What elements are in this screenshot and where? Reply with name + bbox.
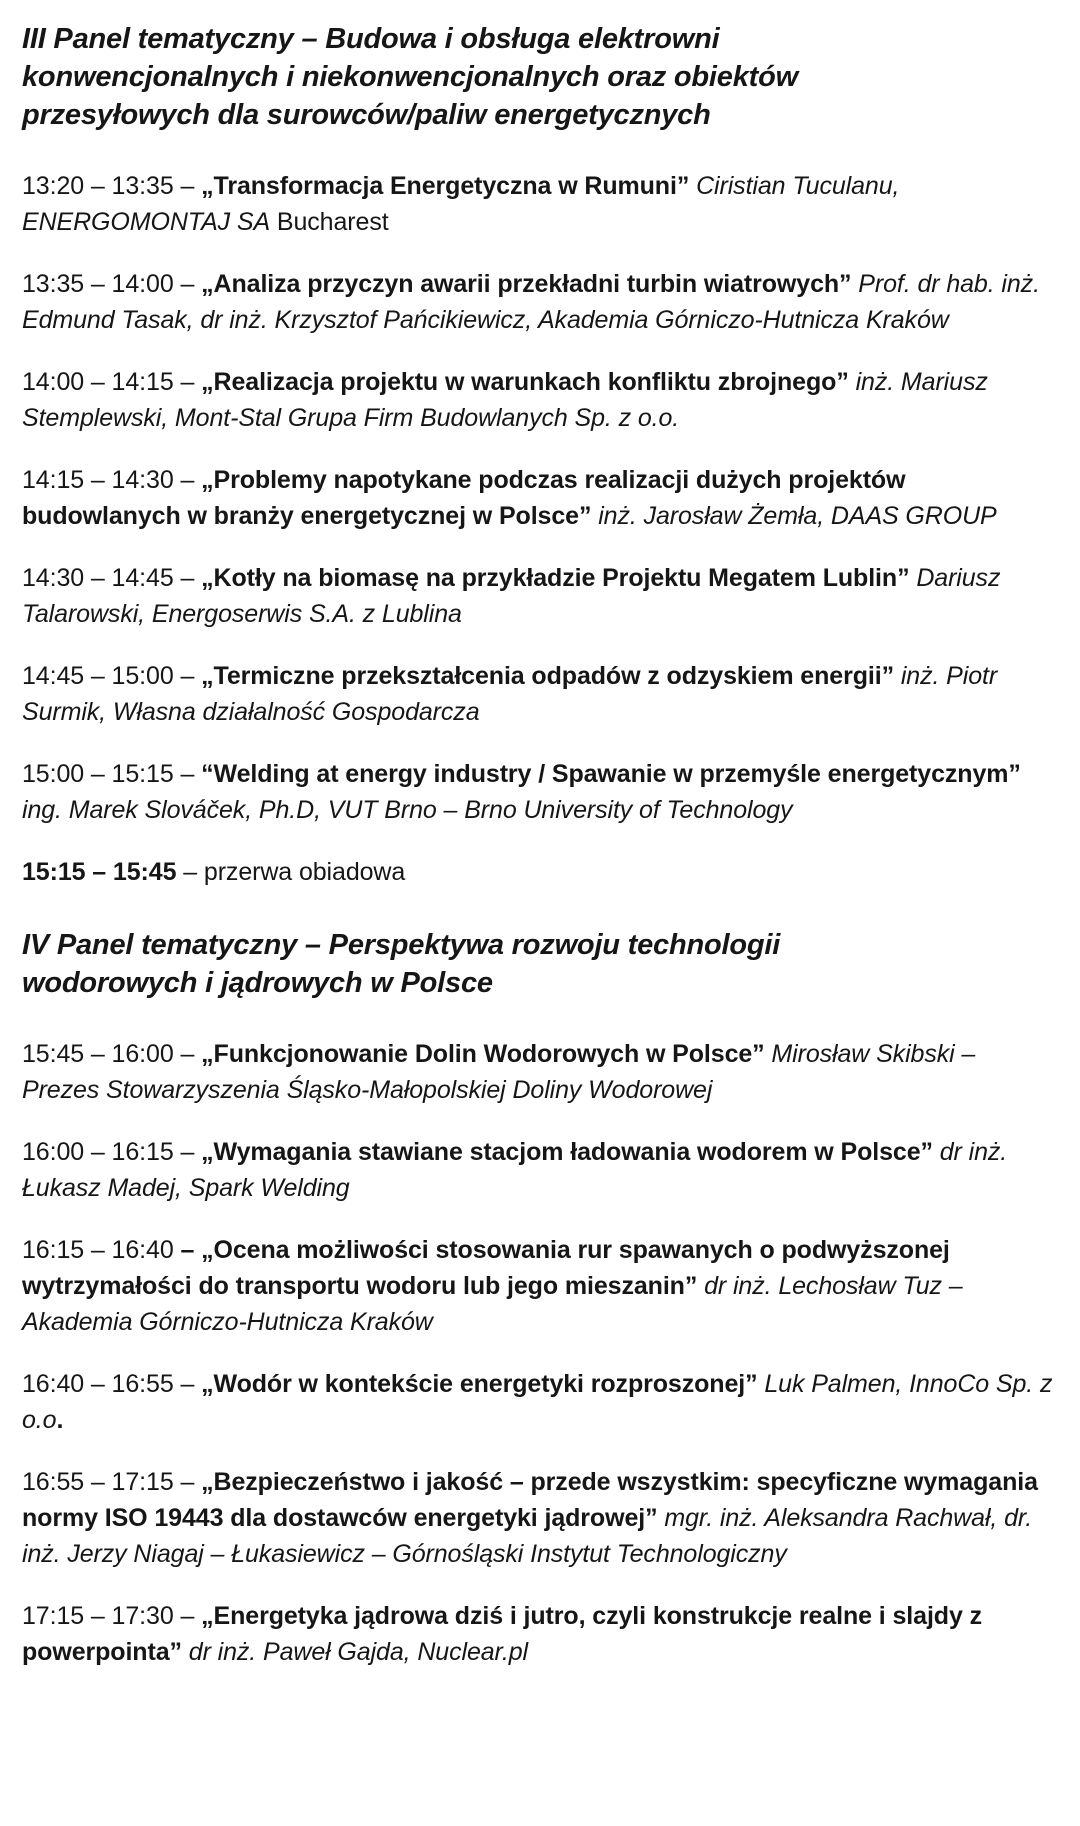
panel-title: III Panel tematyczny – Budowa i obsługa elektrowni konwencjonalnych i niekonwencjonalnych oraz obiektów przesyłowych dla surowców/paliw energetycznych: [22, 23, 798, 131]
session-speaker: mgr. inż. Aleksandra Rachwał, dr. inż. Jerzy Niagaj – Łukasiewicz – Górnośląski Instytut Technologiczny: [22, 1504, 1033, 1568]
session-speaker: dr inż. Lechosław Tuz – Akademia Górniczo-Hutnicza Kraków: [22, 1272, 963, 1336]
session-speaker: Mirosław Skibski – Prezes Stowarzyszenia Śląsko-Małopolskiej Doliny Wodorowej: [22, 1040, 976, 1104]
session-time: 13:35 – 14:00 –: [22, 270, 202, 298]
session-title: „Energetyka jądrowa dziś i jutro, czyli konstrukcje realne i slajdy z powerpointa”: [22, 1602, 983, 1666]
session-speaker: Dariusz Talarowski, Energoserwis S.A. z Lublina: [22, 564, 1001, 628]
session-entry: [22, 560, 1056, 632]
session-speaker: Prof. dr hab. inż. Edmund Tasak, dr inż. Krzysztof Pańcikiewicz, Akademia Górniczo-Hutnicza Kraków: [22, 270, 1040, 334]
session-time: 16:40 – 16:55 –: [22, 1370, 202, 1398]
session-speaker-location: Bucharest: [270, 208, 389, 236]
session-title: „Wodór w kontekście energetyki rozproszonej”: [201, 1370, 758, 1398]
session-title: „Bezpieczeństwo i jakość – przede wszystkim: specyficzne wymagania normy ISO 19443 dla dostawców energetyki jądrowej”: [22, 1468, 1038, 1532]
session-entry: [22, 462, 1056, 534]
session-time: 15:15 – 15:45: [22, 858, 177, 886]
session-time: 15:00 – 15:15 –: [22, 760, 202, 788]
session-time: 16:55 – 17:15 –: [22, 1468, 202, 1496]
session-speaker: dr inż. Paweł Gajda, Nuclear.pl: [181, 1638, 528, 1666]
session-entry: [22, 168, 1056, 240]
session-time: 14:15 – 14:30 –: [22, 466, 202, 494]
session-time: 17:15 – 17:30 –: [22, 1602, 202, 1630]
session-title: „Transformacja Energetyczna w Rumuni”: [201, 172, 690, 200]
session-time: 16:00 – 16:15 –: [22, 1138, 202, 1166]
session-entry: [22, 1464, 1056, 1572]
session-speaker: inż. Mariusz Stemplewski, Mont-Stal Grupa Firm Budowlanych Sp. z o.o.: [22, 368, 988, 432]
session-entry: [22, 266, 1056, 338]
session-time: 13:20 – 13:35 –: [22, 172, 202, 200]
session-entry: [22, 756, 1056, 828]
session-speaker: ing. Marek Slováček, Ph.D, VUT Brno – Brno University of Technology: [22, 796, 793, 824]
session-entry: [22, 854, 1056, 890]
panel-section: [22, 20, 1056, 890]
session-time: 14:30 – 14:45 –: [22, 564, 202, 592]
session-entry: [22, 1366, 1056, 1438]
session-speaker: Ciristian Tuculanu, ENERGOMONTAJ SA: [22, 172, 900, 236]
session-entry: [22, 1036, 1056, 1108]
session-title: „Termiczne przekształcenia odpadów z odzyskiem energii”: [201, 662, 894, 690]
panel-title: IV Panel tematyczny – Perspektywa rozwoju technologii wodorowych i jądrowych w Polsce: [22, 929, 781, 999]
session-label: – przerwa obiadowa: [176, 858, 406, 886]
session-time: 14:45 – 15:00 –: [22, 662, 202, 690]
session-title: „Analiza przyczyn awarii przekładni turbin wiatrowych”: [201, 270, 852, 298]
session-title: – „Ocena możliwości stosowania rur spawanych o podwyższonej wytrzymałości do transportu wodoru lub jego mieszanin”: [22, 1236, 950, 1300]
session-speaker: dr inż. Łukasz Madej, Spark Welding: [22, 1138, 1008, 1202]
session-entry: [22, 364, 1056, 436]
session-speaker: inż. Jarosław Żemła, DAAS GROUP: [591, 502, 997, 530]
session-title: „Wymagania stawiane stacjom ładowania wodorem w Polsce”: [201, 1138, 933, 1166]
session-title: „Kotły na biomasę na przykładzie Projektu Megatem Lublin”: [201, 564, 910, 592]
session-time: 15:45 – 16:00 –: [22, 1040, 202, 1068]
session-entry: [22, 1134, 1056, 1206]
session-title: „Realizacja projektu w warunkach konfliktu zbrojnego”: [201, 368, 849, 396]
session-entry: [22, 1232, 1056, 1340]
session-speaker: inż. Piotr Surmik, Własna działalność Gospodarcza: [22, 662, 998, 726]
session-time: 16:15 – 16:40: [22, 1236, 181, 1264]
session-entry: [22, 1598, 1056, 1670]
session-speaker: Luk Palmen, InnoCo Sp. z o.o: [22, 1370, 1053, 1434]
session-punctuation: .: [56, 1406, 64, 1434]
session-title: „Problemy napotykane podczas realizacji dużych projektów budowlanych w branży energetycznej w Polsce”: [22, 466, 906, 530]
panel-section: [22, 926, 1056, 1670]
session-entry: [22, 658, 1056, 730]
session-title: „Funkcjonowanie Dolin Wodorowych w Polsce”: [201, 1040, 765, 1068]
session-title: “Welding at energy industry / Spawanie w przemyśle energetycznym”: [201, 760, 1021, 788]
session-time: 14:00 – 14:15 –: [22, 368, 202, 396]
